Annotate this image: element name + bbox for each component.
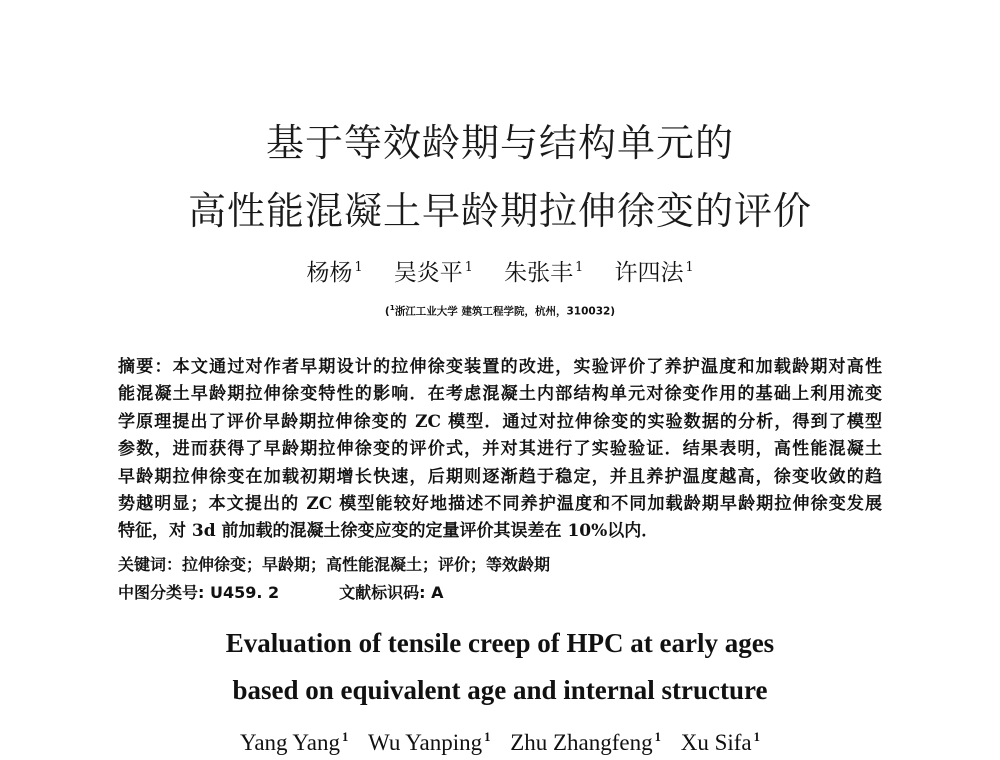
- affiliation-cn: ($^1$浙江工业大学 建筑工程学院，杭州，310032): [384, 303, 616, 318]
- abstract-cn: [118, 354, 882, 546]
- abstract-line: 学原理提出了评价早龄期拉伸徐变的 ZC 模型．通过对拉伸徐变的实验数据的分析，得到了模型: [118, 411, 882, 432]
- classification-line: [118, 580, 444, 603]
- authors-en: [0, 730, 1000, 756]
- abstract-line: 早龄期拉伸徐变在加载初期增长快速，后期则逐渐趋于稳定，并且养护温度越高，徐变收敛的趋: [118, 466, 882, 487]
- author-en: Wu Yanping $^1$: [368, 730, 491, 755]
- abstract-line: 摘要：本文通过对作者早期设计的拉伸徐变装置的改进，实验评价了养护温度和加载龄期对高性: [118, 357, 882, 377]
- keywords-cn: 关键词：拉伸徐变；早龄期；高性能混凝土；评价；等效龄期: [118, 555, 551, 574]
- document-code: 文献标识码: A: [339, 583, 444, 602]
- title-en-line-1: Evaluation of tensile creep of HPC at early ages: [225, 628, 775, 658]
- author-cn: 朱张丰 $^1$: [504, 259, 584, 286]
- author-cn: 吴炎平 $^1$: [393, 259, 473, 286]
- author-en: Yang Yang $^1$: [240, 730, 349, 755]
- clc-number: 中图分类号: U459. 2: [118, 583, 280, 602]
- author-cn: 杨杨 $^1$: [306, 259, 363, 286]
- author-en: Zhu Zhangfeng $^1$: [510, 730, 661, 755]
- title-en-line-2: based on equivalent age and internal structure: [232, 675, 768, 705]
- title-cn-line-2: 高性能混凝土早龄期拉伸徐变的评价: [187, 189, 812, 233]
- abstract-line: 特征，对 3d 前加载的混凝土徐变应变的定量评价其误差在 10%以内．: [118, 521, 659, 542]
- abstract-line: 能混凝土早龄期拉伸徐变特性的影响．在考虑混凝土内部结构单元对徐变作用的基础上利用流变: [118, 384, 882, 405]
- authors-cn: [0, 254, 1000, 287]
- author-cn: 许四法 $^1$: [614, 259, 694, 286]
- author-en: Xu Sifa $^1$: [680, 730, 760, 755]
- abstract-line: 参数，进而获得了早龄期拉伸徐变的评价式，并对其进行了实验验证．结果表明，高性能混凝土: [118, 439, 882, 460]
- abstract-line: 势越明显；本文提出的 ZC 模型能较好地描述不同养护温度和不同加载龄期早龄期拉伸徐变发展: [118, 494, 882, 515]
- title-cn-line-1: 基于等效龄期与结构单元的: [265, 121, 734, 165]
